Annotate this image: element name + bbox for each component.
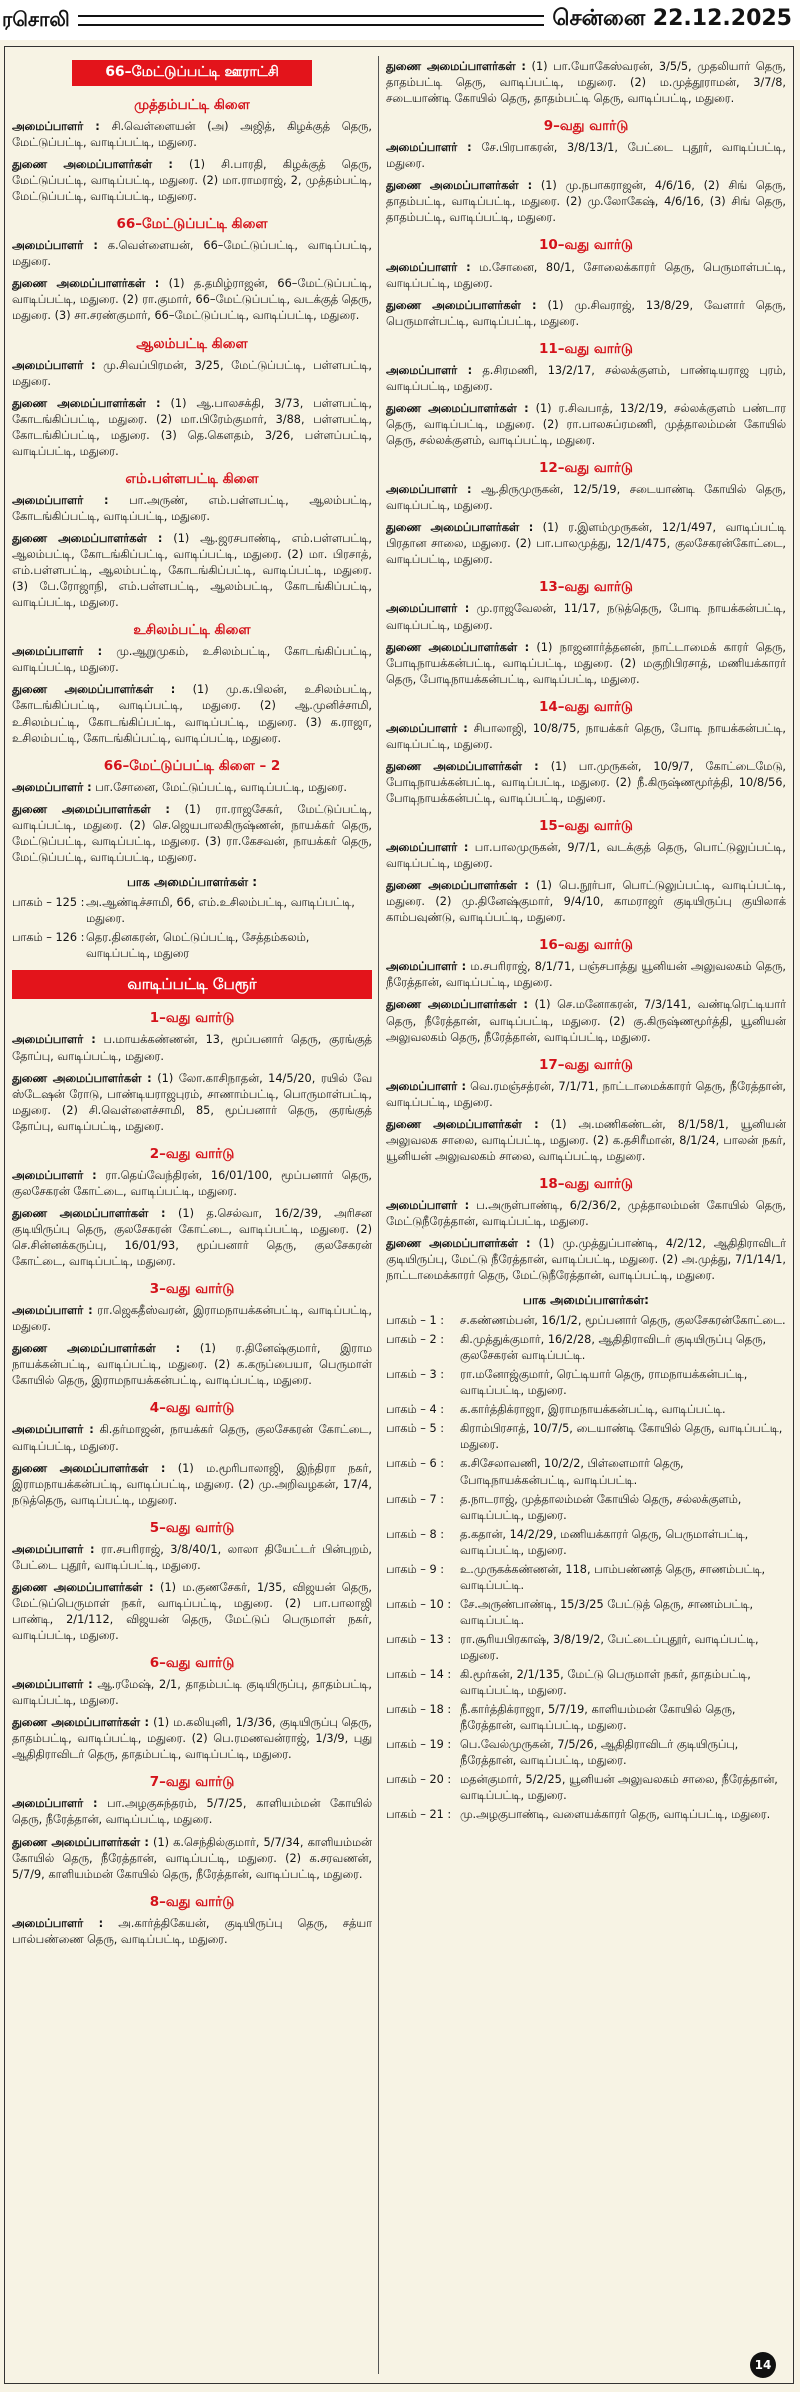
booth-organiser: த.கதான், 14/2/29, மணியக்காரர் தெரு, பெருமாள்பட்டி, வாடிப்பட்டி, மதுரை. [460,1527,749,1557]
role-label: துணை அமைப்பாளர்கள் : [12,1580,154,1594]
booth-row [386,1702,786,1734]
entry-text: மு.ராஜவேலன், 11/17, நடுத்தெரு, போடி நாயக்கன்பட்டி, வாடிப்பட்டி, மதுரை. [386,602,786,632]
booth-number: பாகம் – 9 : [386,1562,445,1576]
role-label: அமைப்பாளர் : [12,1033,96,1047]
role-label: துணை அமைப்பாளர்கள் : [12,1342,181,1356]
entry-text: (1) பா.யோகேஸ்வரன், 3/5/5, முதலியார் தெரு, தாதம்பட்டி தெரு, வாடிப்பட்டி, மதுரை. (2) ம.முத்தூராமன், 3/7/8, சடையாண்டி கோயில் தெரு, தாதம்பட்டி தெரு, வாடிப்பட்டி, மதுரை. [386,60,786,106]
role-label: துணை அமைப்பாளர்கள் : [12,1071,152,1085]
booth-organiser: உ.முருகக்கண்ணன், 118, பாம்பண்ணத் தெரு, சாணம்பட்டி, வாடிப்பட்டி. [460,1562,766,1592]
booth-number: பாகம் – 8 : [386,1527,445,1541]
role-label: அமைப்பாளர் : [12,1168,97,1182]
booth-row [386,1367,786,1399]
entry-text: பா.பாலமுருகன், 9/7/1, வடக்குத் தெரு, பொட்டுலுப்பட்டி, வாடிப்பட்டி, மதுரை. [386,841,786,871]
section-title: 10–வது வார்டு [539,237,633,254]
role-label: அமைப்பாளர் : [386,141,472,155]
deputy-entry [12,1715,372,1763]
booth-number: பாகம் – 5 : [386,1422,445,1436]
role-label: துணை அமைப்பாளர்கள் : [386,1117,539,1131]
role-label: துணை அமைப்பாளர்கள் : [12,1716,149,1730]
column-divider [378,56,379,2374]
organiser-entry [12,1677,372,1709]
deputy-entry [386,1236,786,1284]
organiser-entry [12,1916,372,1948]
deputy-entry [386,759,786,807]
booth-organiser: ச.கண்ணம்பன், 16/1/2, மூப்பனார் தெரு, குலசேகரன்கோட்டை. [460,1314,786,1328]
deputy-entry [12,1071,372,1135]
role-label: அமைப்பாளர் : [12,1423,94,1437]
booth-row [12,930,372,962]
section-title: 4–வது வார்டு [149,1400,235,1417]
booth-number: பாகம் – 3 : [386,1368,445,1382]
booth-number: பாகம் – 6 : [386,1457,445,1471]
entry-text: ப.அருள்பாண்டி, 6/2/36/2, முத்தாலம்மன் கோயில் தெரு, மேட்டுநீரேத்தான், வாடிப்பட்டி, மதுரை. [386,1199,786,1229]
section-title: 5–வது வார்டு [149,1519,235,1536]
booth-row [386,1421,786,1453]
booth-row [386,1402,786,1418]
right-column [386,56,786,2378]
booth-organiser: தெர.தினகரன், மெட்டுப்பட்டி, சேத்தம்கலம், வாடிப்பட்டி, மதுரை [86,930,310,960]
booth-organiser: கி.மூர்கன், 2/1/135, மேட்டு பெருமாள் நகர், தாதம்பட்டி, வாடிப்பட்டி, மதுரை. [460,1667,751,1697]
booth-row [386,1772,786,1804]
section-title: 14–வது வார்டு [539,698,633,715]
role-label: அமைப்பாளர் : [386,363,473,377]
booth-row [386,1807,786,1823]
role-label: அமைப்பாளர் : [386,960,467,974]
role-label: அமைப்பாளர் : [12,780,92,794]
section-title: 1–வது வார்டு [149,1010,235,1027]
town-panchayat-band: வாடிப்பட்டி பேரூர் [12,970,372,999]
panchayat-heading: 66–மேட்டுப்பட்டி ஊராட்சி [72,60,312,86]
organiser-entry [386,363,786,395]
entry-text: ம.சபரிராஜ், 8/1/71, பஞ்சபாத்து யூனியன் அலுவலகம் தெரு, நீரேத்தான், வாடிப்பட்டி, மதுரை. [386,960,786,990]
entry-text: (1) மு.க.பிலன், உசிலம்பட்டி, கோடங்கிப்பட்டி, வாடிப்பட்டி, மதுரை. (2) ஆ.முனிச்சாமி, உசிலம்பட்டி, கோடங்கிப்பட்டி, வாடிப்பட்டி, மதுரை. (3) க.ராஜா, உசிலம்பட்டி, கோடங்கிப்பட்டி, வாடிப்பட்டி, மதுரை. [12,683,372,745]
entry-text: (1) நாஜனார்த்தனன், நாட்டாமைக் காரர் தெரு, போடிநாயக்கன்பட்டி, வாடிப்பட்டி, மதுரை. (2) மகுறிபிரசாத், மணியக்காரர் தெரு, போடிநாயக்கன்பட்டி, வாடிப்பட்டி, மதுரை. [386,640,786,686]
organiser-entry [12,644,372,676]
role-label: துணை அமைப்பாளர்கள் : [12,277,160,291]
role-label: துணை அமைப்பாளர்கள் : [12,683,176,697]
role-label: துணை அமைப்பாளர்கள் : [386,879,529,893]
entry-text: (1) ம.மூரிபாலாஜி, இந்திரா நகர், இராமநாயக்கன்பட்டி, வாடிப்பட்டி, மதுரை. (2) மு.அறிவழகன், 17/4, நடுத்தெரு, வாடிப்பட்டி, மதுரை. [12,1461,372,1507]
newspaper-name: ரசொலி [2,6,70,31]
role-label: துணை அமைப்பாளர்கள் : [386,998,528,1012]
organiser-entry [12,358,372,390]
entry-text: பா.அழகுசுந்தரம், 5/7/25, காளியம்மன் கோயில் தெரு, நீரேத்தான், வாடிப்பட்டி, மதுரை. [12,1797,372,1827]
booth-number: பாகம் – 20 : [386,1773,452,1787]
role-label: அமைப்பாளர் : [386,1199,470,1213]
booth-organiser: ரா.மனோஜ்குமார், ரெட்டியார் தெரு, ராமநாயக்கன்பட்டி, வாடிப்பட்டி, மதுரை. [460,1368,748,1398]
organiser-entry [12,1542,372,1574]
deputy-entry [12,1341,372,1389]
edition-date: சென்னை 22.12.2025 [552,6,792,31]
booth-row [386,1456,786,1488]
entry-text: (1) ரா.ராஜசேகர், மேட்டுப்பட்டி, வாடிப்பட்டி, மதுரை. (2) செ.ஜெயபாலகிருஷ்ணன், நாயக்கர் தெரு, மேட்டுப்பட்டி, வாடிப்பட்டி, மதுரை. (3) ரா.கேசவன், நாயக்கர் தெரு, மேட்டுப்பட்டி, வாடிப்பட்டி, மதுரை. [12,802,372,864]
organiser-entry [12,493,372,525]
booth-organiser: ரா.சூரியபிரகாஷ், 3/8/19/2, பேட்டைப்புதூர், வாடிப்பட்டி, மதுரை. [460,1632,759,1662]
role-label: துணை அமைப்பாளர்கள் : [12,1835,149,1849]
organiser-entry [386,482,786,514]
organiser-entry [12,780,372,796]
role-label: துணை அமைப்பாளர்கள் : [12,532,163,546]
entry-text: பா.சோனை, மேட்டுப்பட்டி, வாடிப்பட்டி, மதுரை. [95,780,347,794]
entry-text: (1) மு.நபாகராஜன், 4/6/16, (2) சிங் தெரு, தாதம்பட்டி, வாடிப்பட்டி, மதுரை. (2) மு.லோகேஷ், 4/6/16, (3) சிங் தெரு, தாதம்பட்டி, வாடிப்பட்டி, மதுரை. [386,179,786,225]
entry-text: (1) அ.மணிகண்டன், 8/1/58/1, யூனியன் அலுவலக சாலை, வாடிப்பட்டி, மதுரை. (2) க.தசிரீமான், 8/1/24, பாலன் நகர், யூனியன் அலுவலகம் சாலை, வாடிப்பட்டி, மதுரை. [386,1117,786,1163]
entry-text: க.வெள்ளையன், 66–மேட்டுப்பட்டி, வாடிப்பட்டி, மதுரை. [12,239,372,269]
organiser-entry [12,1422,372,1454]
booth-organiser: கிராம்பிரசாத், 10/7/5, டையாண்டி கோயில் தெரு, வாடிப்பட்டி, மதுரை. [460,1422,783,1452]
entry-text: ஆ.ரமேஷ், 2/1, தாதம்பட்டி குடியிருப்பு, தாதம்பட்டி, வாடிப்பட்டி, மதுரை. [12,1678,372,1708]
organiser-entry [12,1796,372,1828]
organiser-entry [12,1303,372,1335]
continued-deputy-entry [386,59,786,107]
deputy-entry [12,1835,372,1883]
deputy-entry [12,1206,372,1270]
entry-text: (1) க.செந்தில்குமார், 5/7/34, காளியம்மன் கோயில் தெரு, நீரேத்தான், வாடிப்பட்டி, மதுரை. (2) க.சரவணன், 5/7/9, காளியம்மன் கோயில் தெரு, நீரேத்தான், வாடிப்பட்டி, மதுரை. [12,1835,372,1881]
role-label: அமைப்பாளர் : [12,645,103,659]
booth-row [386,1332,786,1364]
role-label: அமைப்பாளர் : [12,239,98,253]
booth-number: பாகம் – 7 : [386,1492,445,1506]
booth-row [386,1737,786,1769]
booth-number: பாகம் – 2 : [386,1333,445,1347]
deputy-entry [12,682,372,746]
booth-list [12,895,372,962]
branch-list [12,96,372,866]
booth-organiser: மதன்குமார், 5/2/25, யூனியன் அலுவலகம் சாலை, நீரேத்தான், வாடிப்பட்டி, மதுரை. [460,1773,778,1803]
section-title: 15–வது வார்டு [539,817,633,834]
role-label: துணை அமைப்பாளர்கள் : [386,401,529,415]
organiser-entry [12,1168,372,1200]
entry-text: ரா.தெய்வேந்திரன், 16/01/100, மூப்பனார் தெரு, குலசேகரன் கோட்டை, வாடிப்பட்டி, மதுரை. [12,1168,372,1198]
booth-number: பாகம் – 18 : [386,1702,452,1716]
booth-organiser: க.கார்த்திக்ராஜா, இராமநாயக்கன்பட்டி, வாடிப்பட்டி. [460,1403,726,1417]
role-label: அமைப்பாளர் : [386,721,468,735]
deputy-entry [386,178,786,226]
entry-text: கி.தர்மாஜன், நாயக்கர் தெரு, குலசேகரன் கோட்டை, வாடிப்பட்டி, மதுரை. [12,1423,372,1453]
entry-text: (1) ஆ.பாலசக்தி, 3/73, பள்ளபட்டி, கோடங்கிப்பட்டி, மதுரை. (2) மா.பிரேம்குமார், 3/88, பள்ளபட்டி, கோடங்கிப்பட்டி, மதுரை. (3) தெ.கௌதம், 3/26, பள்ளப்பட்டி, வாடிப்பட்டி, மதுரை. [12,396,372,458]
deputy-entry [386,520,786,568]
section-title: 6–வது வார்டு [149,1654,235,1671]
section-title: 17–வது வார்டு [539,1056,633,1073]
role-label: துணை அமைப்பாளர்கள் : [12,1461,166,1475]
entry-text: (1) சி.பாரதி, கிழக்குத் தெரு, மேட்டுப்பட்டி, வாடிப்பட்டி, மதுரை. (2) மா.ராமராஜ், 2, முத்தம்பட்டி, மேட்டுப்பட்டி, வாடிப்பட்டி, மதுரை. [12,158,372,204]
section-title: 16–வது வார்டு [539,937,633,954]
deputy-entry [386,997,786,1045]
organiser-entry [12,238,372,270]
organiser-entry [386,601,786,633]
ward-list [386,117,786,1284]
entry-text: வெ.ரமஞ்சத்ரன், 7/1/71, நாட்டாமைக்காரர் தெரு, நீரேத்தான், வாடிப்பட்டி, மதுரை. [386,1079,786,1109]
entry-text: (1) பா.முருகன், 10/9/7, கோட்டைமேடு, போடிநாயக்கன்பட்டி, வாடிப்பட்டி, மதுரை. (2) நீ.கிருஷ்ணமூர்த்தி, 10/8/56, போடிநாயக்கன்பட்டி, வாடிப்பட்டி, மதுரை. [386,759,786,805]
booth-number: பாகம் – 19 : [386,1737,452,1751]
role-label: அமைப்பாளர் : [12,1678,93,1692]
section-title: எம்.பள்ளபட்டி கிளை [125,470,259,487]
role-label: அமைப்பாளர் : [386,260,471,274]
section-title: 11–வது வார்டு [539,340,633,357]
organiser-entry [386,140,786,172]
ward-list [12,1009,372,1948]
role-label: அமைப்பாளர் : [12,358,96,372]
section-title: 2–வது வார்டு [149,1145,235,1162]
entry-text: (1) பெ.நூர்பா, பொட்டுலுப்பட்டி, வாடிப்பட்டி, மதுரை. (2) மு.தினேஷ்குமார், 9/4/10, காமராஜர் குடியிருப்பு குயிலாக் காம்பவுண்டு, வாடிப்பட்டி, மதுரை. [386,879,786,925]
section-title: 66–மேட்டுப்பட்டி கிளை [116,216,268,233]
deputy-entry [386,640,786,688]
booth-number: பாகம் – 10 : [386,1597,452,1611]
entry-text: ரா.ஜெகதீஸ்வரன், இராமநாயக்கன்பட்டி, வாடிப்பட்டி, மதுரை. [12,1304,372,1334]
entry-text: ஆ.திருமுருகன், 12/5/19, சடையாண்டி கோயில் தெரு, வாடிப்பட்டி, மதுரை. [386,483,786,513]
section-title: 7–வது வார்டு [149,1774,235,1791]
booth-row [386,1667,786,1699]
entry-text: சிபாலாஜி, 10/8/75, நாயக்கர் தெரு, போடி நாயக்கன்பட்டி, வாடிப்பட்டி, மதுரை. [386,721,786,751]
entry-text: (1) ம.கலியுனி, 1/3/36, குடியிருப்பு தெரு, தாதம்பட்டி, வாடிப்பட்டி, மதுரை. (2) பெ.ரமணவன்ராஜ், 1/3/9, புது ஆதிதிராவிடர் தெரு, தாதம்பட்டி, வாடிப்பட்டி, மதுரை. [12,1716,372,1762]
section-title: 13–வது வார்டு [539,579,633,596]
role-label: துணை அமைப்பாளர்கள் : [386,640,530,654]
booth-number: பாகம் – 1 : [386,1314,445,1328]
role-label: அமைப்பாளர் : [12,120,100,134]
role-label: அமைப்பாளர் : [386,602,470,616]
entry-text: ப.மாயக்கண்ணன், 13, மூப்பனார் தெரு, குரங்குத் தோப்பு, வாடிப்பட்டி, மதுரை. [12,1033,372,1063]
role-label: துணை அமைப்பாளர்கள் : [12,802,170,816]
entry-text: (1) மு.முத்துப்பாண்டி, 4/2/12, ஆதிதிராவிடர் குடியிருப்பு, மேட்டு நீரேத்தான், வாடிப்பட்டி, மதுரை. (2) அ.முத்து, 7/1/14/1, நாட்டாமைக்காரர் தெரு, மேட்டுநீரேத்தான், வாடிப்பட்டி, மதுரை. [386,1237,786,1283]
booth-number: பாகம் – 14 : [386,1667,452,1681]
booth-organiser: த.நாடராஜ், முத்தாலம்மன் கோயில் தெரு, சல்லக்குளம், வாடிப்பட்டி, மதுரை. [460,1492,742,1522]
left-column [12,56,372,2378]
booth-organiser: அ.ஆண்டிச்சாமி, 66, எம்.உசிலம்பட்டி, வாடிப்பட்டி, மதுரை. [86,895,355,925]
deputy-entry [386,401,786,449]
entry-text: (1) த.தமிழ்ராஜன், 66–மேட்டுப்பட்டி, வாடிப்பட்டி, மதுரை. (2) ரா.குமார், 66–மேட்டுப்பட்டி, வடக்குத் தெரு, மதுரை. (3) சா.சரண்குமார், 66–மேட்டுப்பட்டி, வாடிப்பட்டி, மதுரை. [12,277,372,323]
section-title: 9–வது வார்டு [543,118,629,135]
booth-organiser: பெ.வேல்முருகன், 7/5/26, ஆதிதிராவிடர் குடியிருப்பு, நீரேத்தான், வாடிப்பட்டி, மதுரை. [460,1737,739,1767]
entry-text: த.சிரமணி, 13/2/17, சல்லக்குளம், பாண்டியராஜ புரம், வாடிப்பட்டி, மதுரை. [386,363,786,393]
booth-organiser: கி.முத்துக்குமார், 16/2/28, ஆதிதிராவிடர் குடியிருப்பு தெரு, குலசேகரன் வாடிப்பட்டி. [460,1333,767,1363]
booth-organiser: சே.அருண்பாண்டி, 15/3/25 பேட்டுத் தெரு, சாணம்பட்டி, வாடிப்பட்டி. [460,1597,754,1627]
entry-text: ம.சோனை, 80/1, சோலைக்காரர் தெரு, பெருமாள்பட்டி, வாடிப்பட்டி, மதுரை. [386,260,786,290]
booth-organiser: நீ.கார்த்திக்ராஜா, 5/7/19, காளியம்மன் கோயில் தெரு, நீரேத்தான், வாடிப்பட்டி, மதுரை. [460,1702,736,1732]
entry-text: (1) ம.குணசேகர், 1/35, விஜயன் தெரு, மேட்டுப்பெருமாள் நகர், வாடிப்பட்டி, மதுரை. (2) பா.பாலாஜி பாண்டி, 2/1/112, விஜயன் தெரு, மேட்டுப் பெருமாள் நகர், வாடிப்பட்டி, மதுரை. [12,1580,372,1642]
booth-row [386,1562,786,1594]
booth-row [386,1313,786,1329]
entry-text: (1) மு.சிவராஜ், 13/8/29, வேளார் தெரு, பெருமாள்பட்டி, வாடிப்பட்டி, மதுரை. [386,298,786,328]
booth-list [386,1313,786,1823]
role-label: துணை அமைப்பாளர்கள் : [386,60,526,73]
booth-number: பாகம் – 13 : [386,1632,452,1646]
page-number-badge: 14 [750,2352,776,2378]
entry-text: (1) ர.இளம்முருகன், 12/1/497, வாடிப்பட்டி பிரதான சாலை, மதுரை. (2) பா.பாலமுத்து, 12/1/475, குலசேகரன்கோட்டை, வாடிப்பட்டி, மதுரை. [386,521,786,567]
entry-text: (1) ஆ.ஜரசபாண்டி, எம்.பள்ளபட்டி, ஆலம்பட்டி, கோடங்கிப்பட்டி, வாடிப்பட்டி, மதுரை. (2) மா. பிரசாத், எம்.பள்ளபட்டி, ஆலம்பட்டி, கோடங்கிப்பட்டி, வாடிப்பட்டி, மதுரை. (3) பே.ரோஜாநி, எம்.பள்ளபட்டி, ஆலம்பட்டி, கோடங்கிப்பட்டி, வாடிப்பட்டி, மதுரை. [12,532,372,610]
section-title: 3–வது வார்டு [149,1281,235,1298]
section-title: முத்தம்பட்டி கிளை [134,96,250,113]
entry-text: (1) ர.தினேஷ்குமார், இராம நாயக்கன்பட்டி, வாடிப்பட்டி, மதுரை. (2) க.கருப்பையா, பெருமாள் கோயில் தெரு, இராமநாயக்கன்பட்டி, வாடிப்பட்டி, மதுரை. [12,1342,372,1388]
section-title: 8–வது வார்டு [149,1893,235,1910]
deputy-entry [12,531,372,611]
entry-text: (1) லோ.காசிநாதன், 14/5/20, ரயில் வே ஸ்டேஷன் ரோடு, பாண்டியராஜபுரம், சாணாம்பட்டி, பொருமாள்பட்டி, மதுரை. (2) சி.வெள்ளைச்சாமி, 85, மூப்பனார் தெரு, குரங்குத் தோப்பு, வாடிப்பட்டி, மதுரை. [12,1071,372,1133]
deputy-entry [12,396,372,460]
entry-text: சே.பிரபாகரன், 3/8/13/1, பேட்டை புதூர், வாடிப்பட்டி, மதுரை. [386,141,786,171]
role-label: அமைப்பாளர் : [12,1797,98,1811]
role-label: அமைப்பாளர் : [12,1304,93,1318]
role-label: அமைப்பாளர் : [386,1079,467,1093]
booth-number: பாகம் – 126 : [12,930,85,944]
booth-row [386,1632,786,1664]
entry-text: மு.ஆறுமுகம், உசிலம்பட்டி, கோடங்கிப்பட்டி, வாடிப்பட்டி, மதுரை. [12,645,372,675]
deputy-entry [386,1117,786,1165]
entry-text: பா.அருண், எம்.பள்ளபட்டி, ஆலம்பட்டி, கோடங்கிப்பட்டி, வாடிப்பட்டி, மதுரை. [12,494,372,524]
role-label: அமைப்பாளர் : [386,483,472,497]
booth-row [386,1527,786,1559]
organiser-entry [386,1079,786,1111]
organiser-entry [386,1198,786,1230]
organiser-entry [386,721,786,753]
deputy-entry [12,802,372,866]
entry-text: சி.வெள்ளையன் (அ) அஜித், கிழக்குத் தெரு, மேட்டுப்பட்டி, வாடிப்பட்டி, மதுரை. [12,120,372,150]
entry-text: ரா.சபரிராஜ், 3/8/40/1, லாலா தியேட்டர் பின்புறம், பேட்டை புதூர், வாடிப்பட்டி, மதுரை. [12,1542,372,1572]
organiser-entry [386,840,786,872]
booth-row [386,1492,786,1524]
section-title: உசிலம்பட்டி கிளை [133,622,251,639]
booth-number: பாகம் – 125 : [12,895,85,909]
booth-row [12,895,372,927]
role-label: துணை அமைப்பாளர்கள் : [386,298,537,312]
deputy-entry [12,276,372,324]
deputy-entry [12,1580,372,1644]
entry-text: மு.சிவப்பிரமன், 3/25, மேட்டுப்பட்டி, பள்ளபட்டி, மதுரை. [12,358,372,388]
role-label: துணை அமைப்பாளர்கள் : [386,1237,531,1251]
role-label: துணை அமைப்பாளர்கள் : [12,158,173,172]
deputy-entry [386,878,786,926]
entry-text: அ.கார்த்திகேயன், குடியிருப்பு தெரு, சத்யா பால்பண்ணை தெரு, வாடிப்பட்டி, மதுரை. [12,1916,372,1946]
masthead-rule [78,15,545,26]
role-label: அமைப்பாளர் : [12,1916,104,1930]
role-label: அமைப்பாளர் : [12,494,109,507]
section-title: 18–வது வார்டு [539,1175,633,1192]
booth-row [386,1597,786,1629]
role-label: துணை அமைப்பாளர்கள் : [12,396,161,410]
organiser-entry [12,1032,372,1064]
booth-heading: பாக அமைப்பாளர்கள்: [523,1293,649,1308]
booth-organiser: க.சிசேலாவணி, 10/2/2, பிள்ளைமார் தெரு, போடிநாயக்கன்பட்டி, வாடிப்பட்டி. [460,1457,684,1487]
role-label: துணை அமைப்பாளர்கள் : [12,1206,166,1220]
booth-number: பாகம் – 21 : [386,1808,452,1822]
organiser-entry [386,260,786,292]
section-title: 12–வது வார்டு [539,460,633,476]
deputy-entry [12,1461,372,1509]
deputy-entry [386,298,786,330]
booth-organiser: மு.அழகுபாண்டி, வளையக்காரர் தெரு, வாடிப்பட்டி, மதுரை. [460,1808,771,1822]
organiser-entry [386,959,786,991]
masthead [0,0,800,40]
section-title: 66–மேட்டுப்பட்டி கிளை – 2 [103,757,281,774]
organiser-entry [12,119,372,151]
role-label: துணை அமைப்பாளர்கள் : [386,521,534,535]
section-title: ஆலம்பட்டி கிளை [136,335,248,352]
booth-heading: பாக அமைப்பாளர்கள் : [126,874,258,889]
role-label: அமைப்பாளர் : [12,1542,95,1556]
entry-text: (1) செ.மனோகரன், 7/3/141, வண்டிரெட்டியார் தெரு, நீரேத்தான், வாடிப்பட்டி, மதுரை. (2) கு.கிருஷ்ணமூர்த்தி, யூனியன் அலுவலகம் தெரு, நீரேத்தான், வாடிப்பட்டி, மதுரை. [386,998,786,1044]
entry-text: (1) ர.சிவபாத், 13/2/19, சல்லக்குளம் பண்டார தெரு, வாடிப்பட்டி, மதுரை. (2) ரா.பாலசுப்ரமணி, முத்தாலம்மன் கோயில் தெரு, சல்லக்குளம், வாடிப்பட்டி, மதுரை. [386,401,786,447]
role-label: துணை அமைப்பாளர்கள் : [386,179,533,193]
deputy-entry [12,157,372,205]
role-label: அமைப்பாளர் : [386,841,469,855]
booth-number: பாகம் – 4 : [386,1403,445,1417]
entry-text: (1) த.செல்வா, 16/2/39, அரிசன குடியிருப்பு தெரு, குலசேகரன் கோட்டை, வாடிப்பட்டி, மதுரை. (2) செ.சின்னக்கருப்பு, 16/01/93, மூப்பனார் தெரு, குலசேகரன் கோட்டை, வாடிப்பட்டி, மதுரை. [12,1206,372,1268]
role-label: துணை அமைப்பாளர்கள் : [386,759,539,773]
